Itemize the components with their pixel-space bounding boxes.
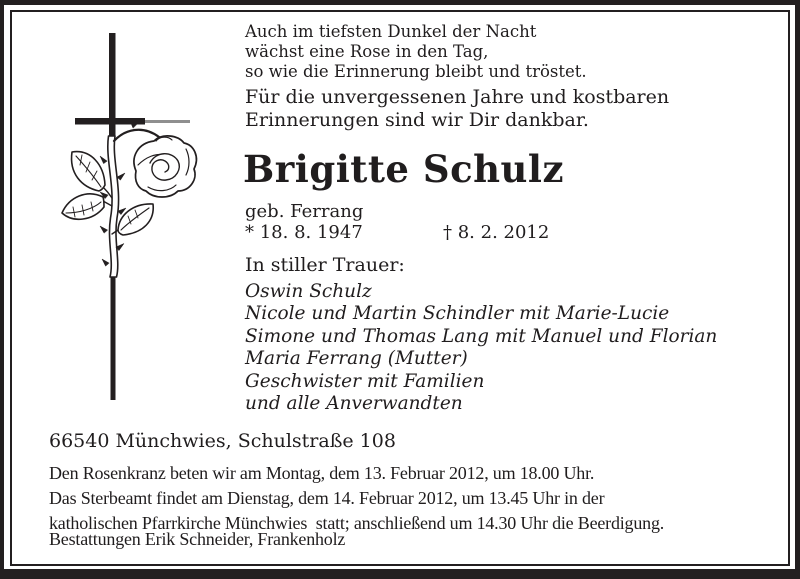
cross-rose-illustration: [55, 25, 205, 405]
mourner-line: Maria Ferrang (Mutter): [245, 348, 468, 370]
deceased-name: Brigitte Schulz: [243, 147, 564, 191]
poem: [245, 22, 587, 82]
address-line: 66540 Münchwies, Schulstraße 108: [49, 430, 396, 452]
mourner-line: Simone und Thomas Lang mit Manuel und Florian: [245, 325, 718, 347]
mourner-line: Geschwister mit Familien: [245, 370, 485, 392]
poem-line: so wie die Erinnerung bleibt und tröstet.: [245, 62, 587, 81]
mourner-line: und alle Anverwandten: [245, 393, 463, 415]
life-dates: [245, 222, 645, 243]
dedication-line: Erinnerungen sind wir Dir dankbar.: [245, 108, 589, 131]
service-line: katholischen Pfarrkirche Münchwies statt; anschließend um 14.30 Uhr die Beerdigung.: [49, 513, 665, 534]
mourners-list: [245, 281, 717, 415]
birth-date: * 18. 8. 1947: [245, 222, 363, 243]
maiden-name: geb. Ferrang: [245, 201, 364, 222]
poem-line: Auch im tiefsten Dunkel der Nacht: [245, 22, 537, 41]
rose-bloom: [134, 136, 196, 197]
service-line: Das Sterbeamt findet am Dienstag, dem 14. Februar 2012, um 13.45 Uhr in der: [49, 488, 605, 509]
rose-stem: [108, 136, 119, 277]
mourning-intro: In stiller Trauer:: [245, 254, 405, 276]
rose-leaf-upper-left: [72, 152, 112, 198]
mourner-line: Oswin Schulz: [245, 281, 372, 302]
service-details: [49, 461, 664, 537]
funeral-home-line: Bestattungen Erik Schneider, Frankenholz: [49, 529, 346, 549]
poem-line: wächst eine Rose in den Tag,: [245, 42, 489, 61]
rose-icon: [62, 121, 196, 277]
dedication-line: Für die unvergessenen Jahre und kostbaren: [245, 86, 670, 108]
service-line: Den Rosenkranz beten wir am Montag, dem 13. Februar 2012, um 18.00 Uhr.: [49, 463, 595, 483]
death-date: † 8. 2. 2012: [443, 222, 550, 243]
dedication: [245, 86, 669, 131]
mourner-line: Nicole und Martin Schindler mit Marie-Lucie: [245, 303, 670, 325]
